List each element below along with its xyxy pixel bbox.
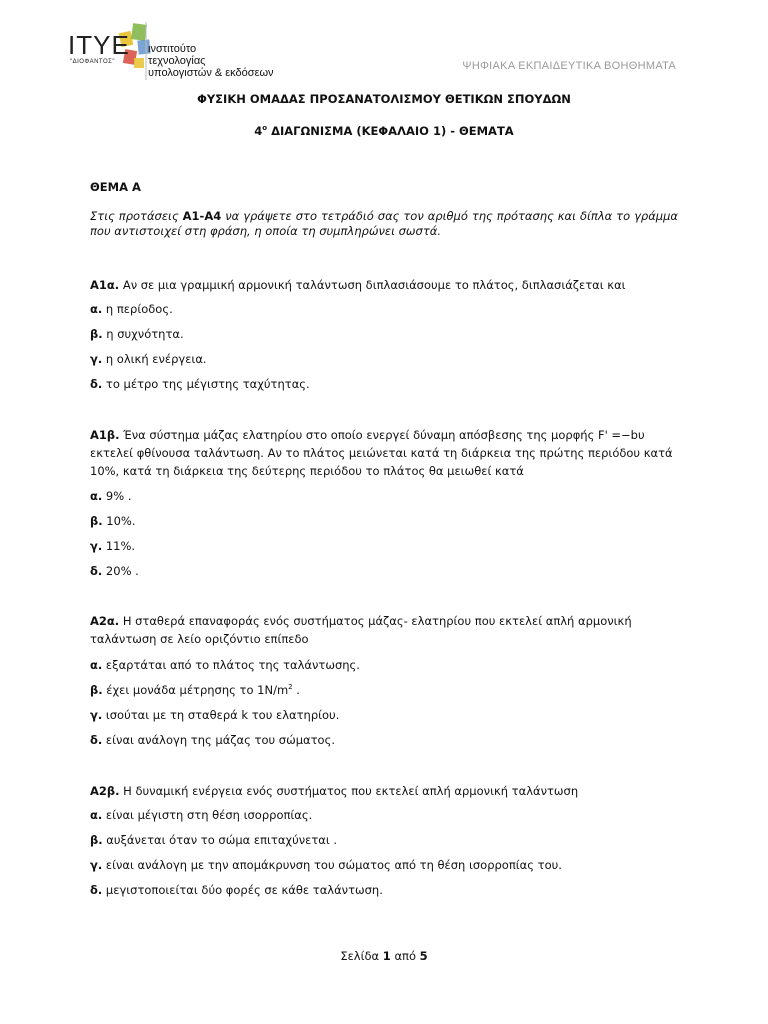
institute-line: τεχνολογίας (148, 55, 206, 67)
option (90, 327, 184, 341)
option-text: η περίοδος. (102, 302, 173, 316)
question-a1a (90, 276, 680, 294)
option-text: είναι μέγιστη στη θέση ισορροπίας. (102, 808, 313, 822)
question-a2a (90, 612, 680, 648)
institute-line: υπολογιστών & εκδόσεων (148, 67, 274, 79)
page-footer (0, 949, 768, 963)
question-number: A1β. (90, 428, 120, 442)
option-text: αυξάνεται όταν το σώμα επιταχύνεται . (102, 833, 338, 847)
option-letter: β. (90, 833, 103, 847)
option-text: εξαρτάται από το πλάτος της ταλάντωσης. (102, 658, 360, 672)
option-text: ισούται με τη σταθερά k του ελατηρίου. (102, 708, 340, 722)
unit-exponent: 2 (288, 683, 293, 692)
document-title: ΦΥΣΙΚΗ ΟΜΑΔΑΣ ΠΡΟΣΑΝΑΤΟΛΙΣΜΟΥ ΘΕΤΙΚΩΝ ΣΠΟΥΔΩΝ (197, 92, 571, 106)
instructions-text: να γράψετε στο τετράδιό σας τον αριθμό της πρότασης και δίπλα το γράμμα που αντιστοιχεί στη φράση, η οποία τη συμπληρώνει σωστά. (90, 209, 678, 238)
option-text: το μέτρο της μέγιστης ταχύτητας. (102, 377, 310, 391)
total-pages: 5 (419, 949, 428, 963)
option-text: η ολική ενέργεια. (102, 352, 207, 366)
option-text-tail: . (292, 683, 300, 697)
option (90, 489, 132, 503)
document-subtitle (0, 124, 768, 138)
option (90, 352, 207, 366)
instructions-text: Στις προτάσεις (90, 209, 183, 223)
question-text: Αν σε μια γραμμική αρμονική ταλάντωση διπλασιάσουμε το πλάτος, διπλασιάζεται και (119, 278, 626, 292)
footer-prefix: Σελίδα (340, 949, 383, 963)
question-text: Η δυναμική ενέργεια ενός συστήματος που εκτελεί απλή αρμονική ταλάντωση (119, 784, 579, 798)
option-letter: γ. (90, 539, 103, 553)
option-letter: γ. (90, 708, 103, 722)
option-letter: γ. (90, 352, 103, 366)
question-number: A1α. (90, 278, 120, 292)
question-a1b (90, 426, 680, 480)
option-text: είναι ανάλογη της μάζας του σώματος. (102, 733, 335, 747)
option (90, 539, 135, 553)
institute-line: ινστιτούτο (148, 43, 197, 55)
option-letter: δ. (90, 733, 103, 747)
option-letter: δ. (90, 883, 103, 897)
option (90, 658, 360, 672)
footer-middle: από (390, 949, 420, 963)
option-text: μεγιστοποιείται δύο φορές σε κάθε ταλάντωση. (102, 883, 383, 897)
header-right-label: ΨΗΦΙΑΚΑ ΕΚΠΑΙΔΕΥΤΙΚΑ ΒΟΗΘΗΜΑΤΑ (462, 60, 676, 72)
option-letter: α. (90, 658, 103, 672)
option-letter: α. (90, 489, 103, 503)
option (90, 302, 173, 316)
question-text: Η σταθερά επαναφοράς ενός συστήματος μάζας- ελατηρίου που εκτελεί απλή αρμονική ταλάντωση σε λείο οριζόντιο επίπεδο (90, 614, 632, 646)
question-number: A2α. (90, 614, 120, 628)
option-text: 10%. (102, 514, 136, 528)
option (90, 833, 337, 847)
option-letter: δ. (90, 377, 103, 391)
option-text: είναι ανάλογη με την απομάκρυνση του σώματος από τη θέση ισορροπίας του. (102, 858, 562, 872)
option-letter: β. (90, 327, 103, 341)
question-number: A2β. (90, 784, 120, 798)
question-a2b (90, 782, 680, 800)
option-letter: β. (90, 683, 103, 697)
option (90, 883, 383, 897)
option-text: 20% . (102, 564, 139, 578)
subtitle-text: ΔΙΑΓΩΝΙΣΜΑ (ΚΕΦΑΛΑΙΟ 1) - ΘΕΜΑΤΑ (267, 124, 514, 138)
option-text: έχει μονάδα μέτρησης το 1N/m (102, 683, 289, 697)
option-letter: δ. (90, 564, 103, 578)
option-letter: β. (90, 514, 103, 528)
option-text: η συχνότητα. (102, 327, 184, 341)
option-letter: γ. (90, 858, 103, 872)
instructions (90, 209, 678, 239)
option-text: 11%. (102, 539, 136, 553)
option (90, 708, 339, 722)
option (90, 858, 562, 872)
option (90, 683, 300, 697)
institute-name (148, 43, 274, 79)
section-heading: ΘΕΜΑ Α (90, 180, 141, 194)
option (90, 733, 335, 747)
option-text: 9% . (102, 489, 132, 503)
ordinal-sup: ο (262, 124, 268, 133)
current-page: 1 (382, 949, 391, 963)
instructions-range: Α1-Α4 (182, 209, 222, 223)
option (90, 514, 135, 528)
option (90, 564, 139, 578)
option-letter: α. (90, 302, 103, 316)
option-letter: α. (90, 808, 103, 822)
option (90, 808, 312, 822)
logo-subtitle: "ΔΙΟΦΑΝΤΟΣ" (70, 59, 115, 65)
question-text: Ένα σύστημα μάζας ελατηρίου στο οποίο ενεργεί δύναμη απόσβεσης της μορφής F' =−bυ εκτελεί φθίνουσα ταλάντωση. Αν το πλάτος μειώνεται κατά τη διάρκεια της πρώτης περιόδου κατά 10%, κατά τη διάρκεια της δεύτερης περιόδου το πλάτος θα μειωθεί κατά (90, 428, 673, 478)
option (90, 377, 310, 391)
test-number: 4 (254, 124, 263, 138)
logo-title: ITYE (68, 30, 130, 60)
